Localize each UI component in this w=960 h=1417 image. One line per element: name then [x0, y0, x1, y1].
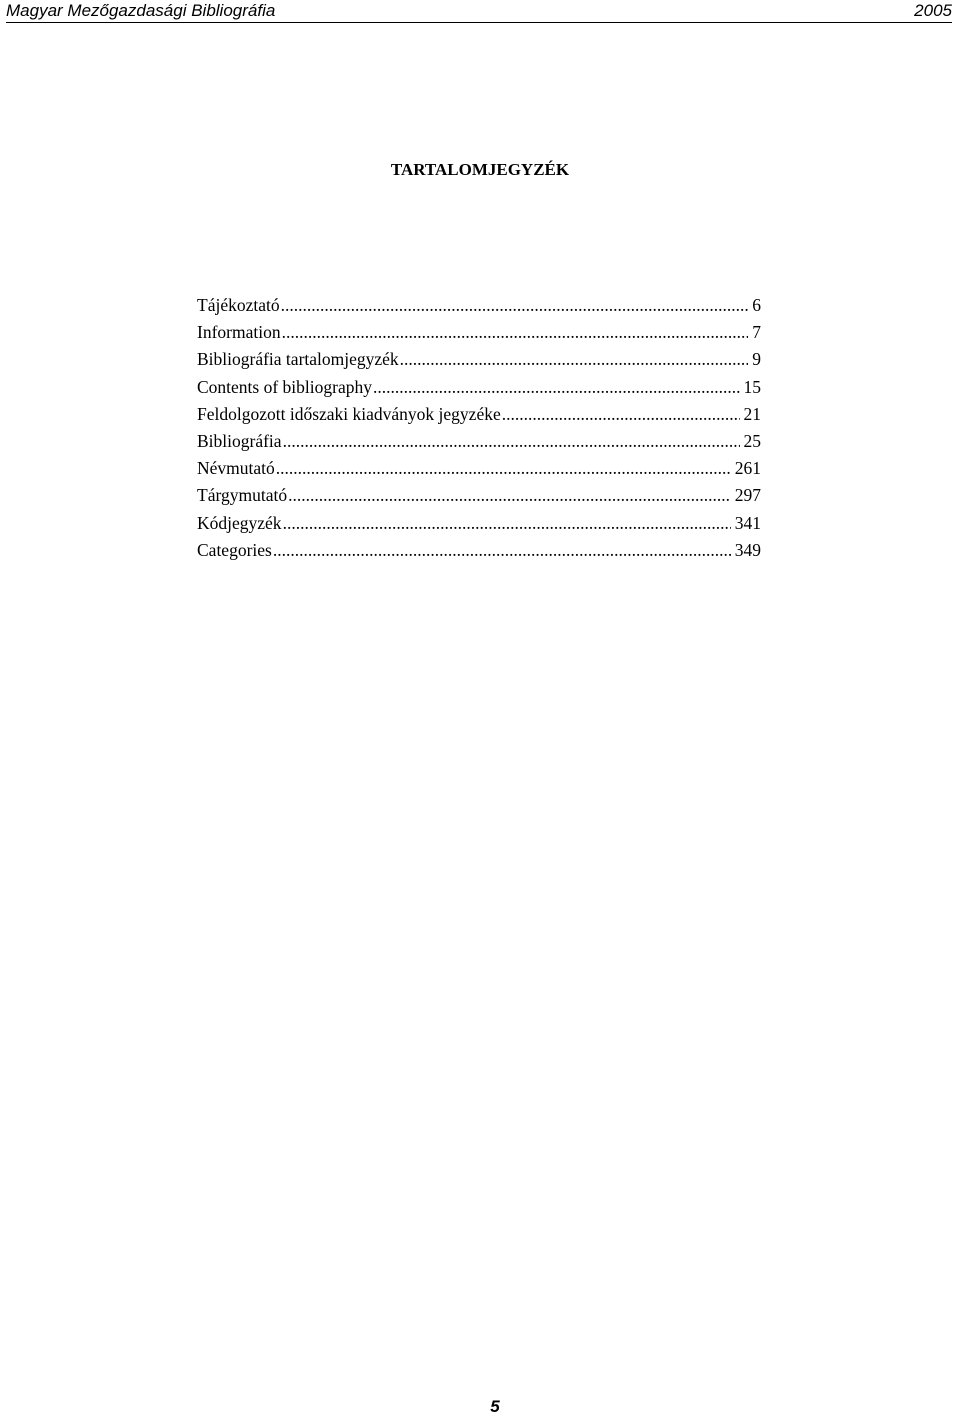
publication-year: 2005	[914, 1, 952, 20]
toc-entry-page: 21	[743, 403, 761, 424]
toc-entry-label: Tárgymutató	[197, 485, 288, 506]
toc-entry-page: 15	[743, 376, 761, 397]
page-number: 5	[490, 1397, 500, 1416]
dot-leader	[282, 319, 749, 346]
dot-leader	[276, 455, 731, 482]
dot-leader	[373, 374, 740, 401]
toc-entry-tajekoztato[interactable]	[197, 292, 761, 319]
toc-entry-label: Feldolgozott időszaki kiadványok jegyzéke	[197, 403, 501, 424]
toc-entry-nevmutato[interactable]	[197, 455, 761, 482]
toc-entry-page: 341	[734, 512, 761, 533]
toc-entry-label: Bibliográfia tartalomjegyzék	[197, 349, 399, 370]
dot-leader	[281, 292, 749, 319]
toc-entry-page: 9	[752, 349, 761, 370]
dot-leader	[283, 428, 740, 455]
toc-entry-label: Névmutató	[197, 458, 275, 479]
toc-entry-bibliografia[interactable]	[197, 428, 761, 455]
toc-title: TARTALOMJEGYZÉK	[390, 160, 570, 179]
dot-leader	[502, 401, 740, 428]
toc-entry-contents-of-bibliography[interactable]	[197, 374, 761, 401]
toc-entry-page: 297	[734, 485, 761, 506]
toc-entry-label: Information	[197, 322, 281, 343]
toc-entry-kodjegyzek[interactable]	[197, 510, 761, 537]
toc-list	[197, 292, 761, 564]
toc-entry-page: 261	[734, 458, 761, 479]
toc-entry-feldolgozott-idoszaki-kiadvanyok[interactable]	[197, 401, 761, 428]
toc-entry-targymutato[interactable]	[197, 482, 761, 509]
dot-leader	[283, 510, 731, 537]
running-header	[6, 0, 952, 23]
toc-entry-categories[interactable]	[197, 537, 761, 564]
toc-entry-information[interactable]	[197, 319, 761, 346]
dot-leader	[288, 482, 731, 509]
toc-entry-page: 349	[734, 539, 761, 560]
toc-entry-page: 7	[752, 322, 761, 343]
dot-leader	[273, 537, 731, 564]
toc-entry-bibliografia-tartalomjegyzek[interactable]	[197, 346, 761, 373]
toc-entry-label: Categories	[197, 539, 272, 560]
toc-entry-page: 25	[743, 430, 761, 451]
publication-title: Magyar Mezőgazdasági Bibliográfia	[6, 1, 276, 20]
toc-entry-label: Tájékoztató	[197, 295, 280, 315]
toc-entry-page: 6	[752, 295, 761, 315]
toc-entry-label: Contents of bibliography	[197, 376, 372, 397]
toc-entry-label: Bibliográfia	[197, 430, 282, 451]
toc-entry-label: Kódjegyzék	[197, 512, 282, 533]
dot-leader	[400, 346, 749, 373]
